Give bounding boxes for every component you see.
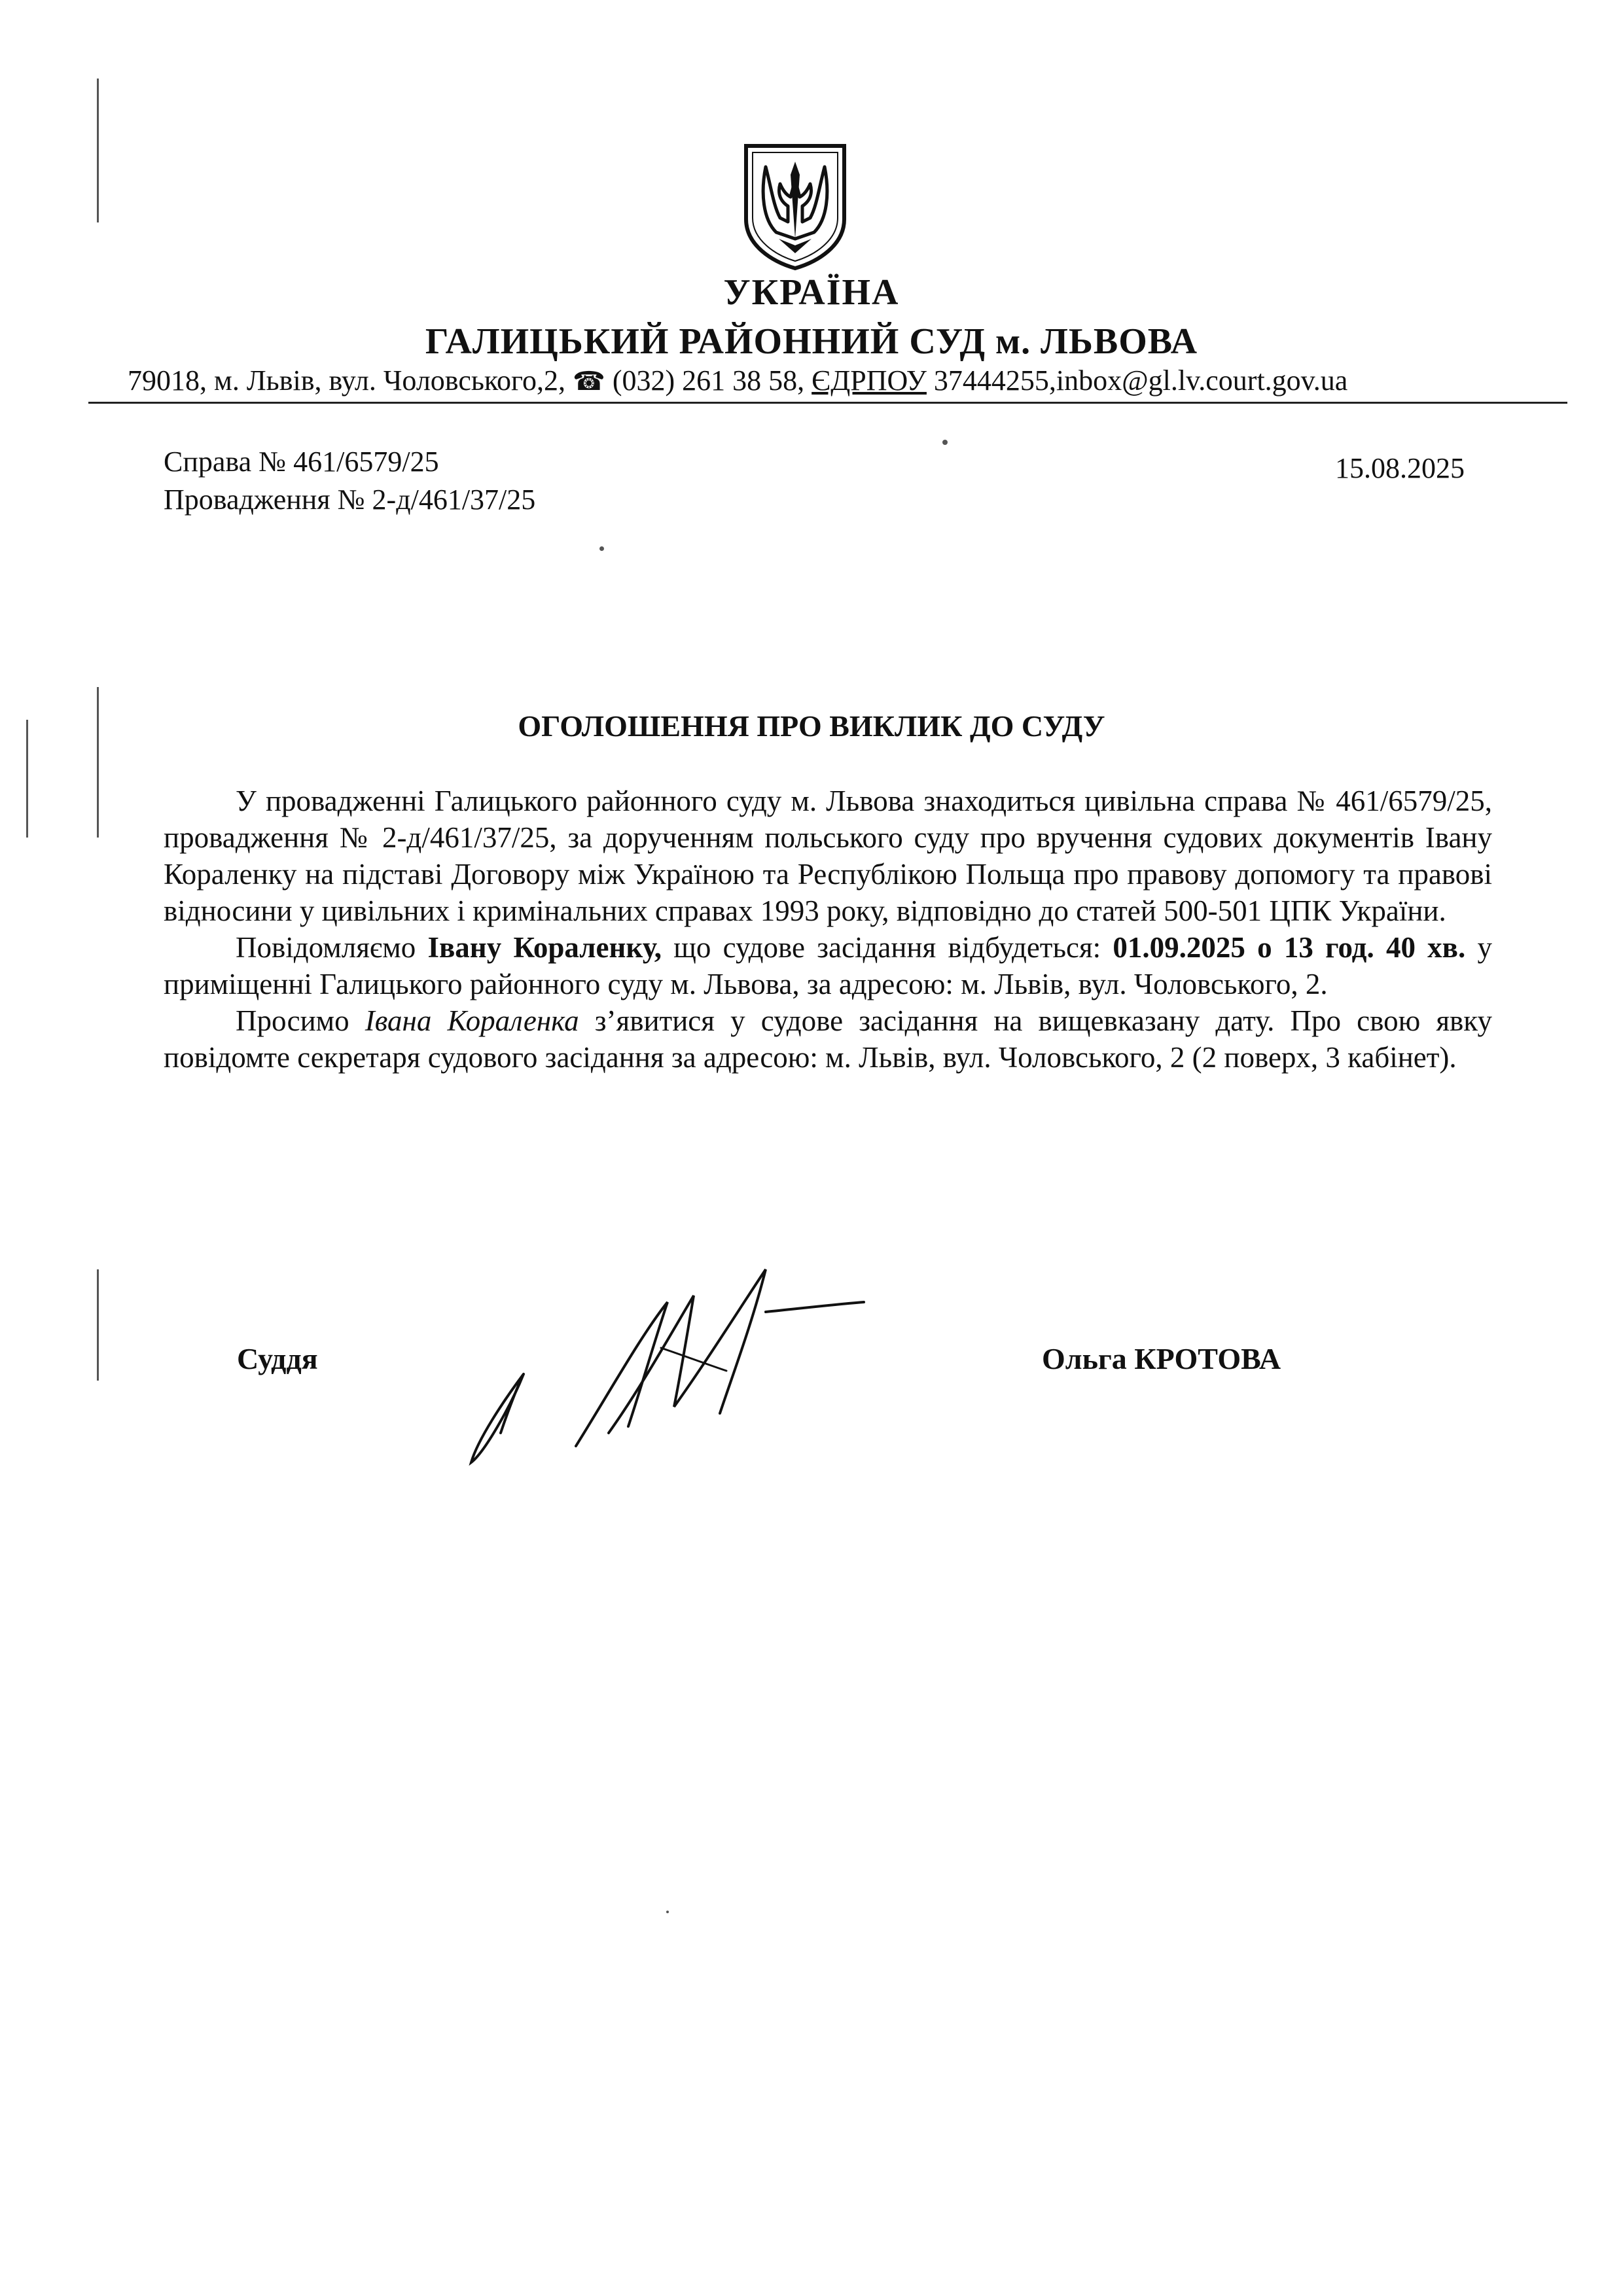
scan-edge-mark: [97, 1269, 99, 1381]
scan-edge-mark: [26, 720, 28, 838]
hearing-datetime: 01.09.2025 о 13 год. 40 хв.: [1113, 931, 1466, 964]
judge-label: Суддя: [237, 1342, 318, 1375]
edrpou-label: ЄДРПОУ: [812, 364, 927, 397]
case-number: Справа № 461/6579/25: [164, 446, 439, 478]
scan-edge-mark: [97, 79, 99, 222]
court-address-line: [128, 364, 1548, 397]
document-title: ОГОЛОШЕННЯ ПРО ВИКЛИК ДО СУДУ: [518, 709, 1105, 743]
p3-prefix: Просимо: [236, 1004, 349, 1037]
paragraph-request: [164, 1002, 1492, 1076]
edrpou-and-email: 37444255,inbox@gl.lv.court.gov.ua: [933, 364, 1348, 397]
scan-edge-mark: [97, 687, 99, 838]
coat-of-arms-icon: [740, 141, 851, 272]
telephone-icon: ☎: [573, 366, 605, 396]
judge-name: Ольга КРОТОВА: [1042, 1342, 1281, 1375]
p3-suffix: з’явитися у судове засідання на вищевказану дату. Про свою явку повідомте секретаря судового засідання за адресою: м. Львів, вул. Чоловського, 2 (2 поверх, 3 кабінет).: [164, 1004, 1492, 1074]
handwritten-signature: [445, 1256, 890, 1472]
court-phone: (032) 261 38 58,: [612, 364, 805, 397]
country-heading: УКРАЇНА: [723, 272, 900, 313]
p2-prefix: Повідомляємо: [236, 931, 416, 964]
document-body: [164, 783, 1492, 1076]
scan-speck: [666, 1911, 669, 1913]
court-address: 79018, м. Львів, вул. Чоловського,2,: [128, 364, 566, 397]
p2-suffix: у приміщенні Галицького районного суду м. Львова, за адресою: м. Львів, вул. Чоловського, 2.: [164, 931, 1492, 1000]
scan-speck: [599, 546, 604, 551]
proceeding-number: Провадження № 2-д/461/37/25: [164, 484, 536, 516]
p2-addressee: Івану Кораленку,: [427, 931, 662, 964]
court-name-heading: ГАЛИЦЬКИЙ РАЙОННИЙ СУД м. ЛЬВОВА: [425, 321, 1198, 362]
paragraph-case-info: У провадженні Галицького районного суду м. Львова знаходиться цивільна справа № 461/6579/25, провадження № 2-д/461/37/25, за дорученням польського суду про вручення судових документів Івану Кораленку на підставі Договору між Україною та Республікою Польща про правову допомогу та правові відносини у цивільних і кримінальних справах 1993 року, відповідно до статей 500-501 ЦПК України.: [164, 785, 1492, 927]
paragraph-hearing-notice: [164, 929, 1492, 1002]
p2-mid: що судове засідання відбудеться:: [673, 931, 1101, 964]
header-divider: [88, 402, 1567, 404]
scan-speck: [942, 440, 948, 445]
document-date: 15.08.2025: [1335, 452, 1465, 484]
p3-addressee: Івана Кораленка: [365, 1004, 579, 1037]
